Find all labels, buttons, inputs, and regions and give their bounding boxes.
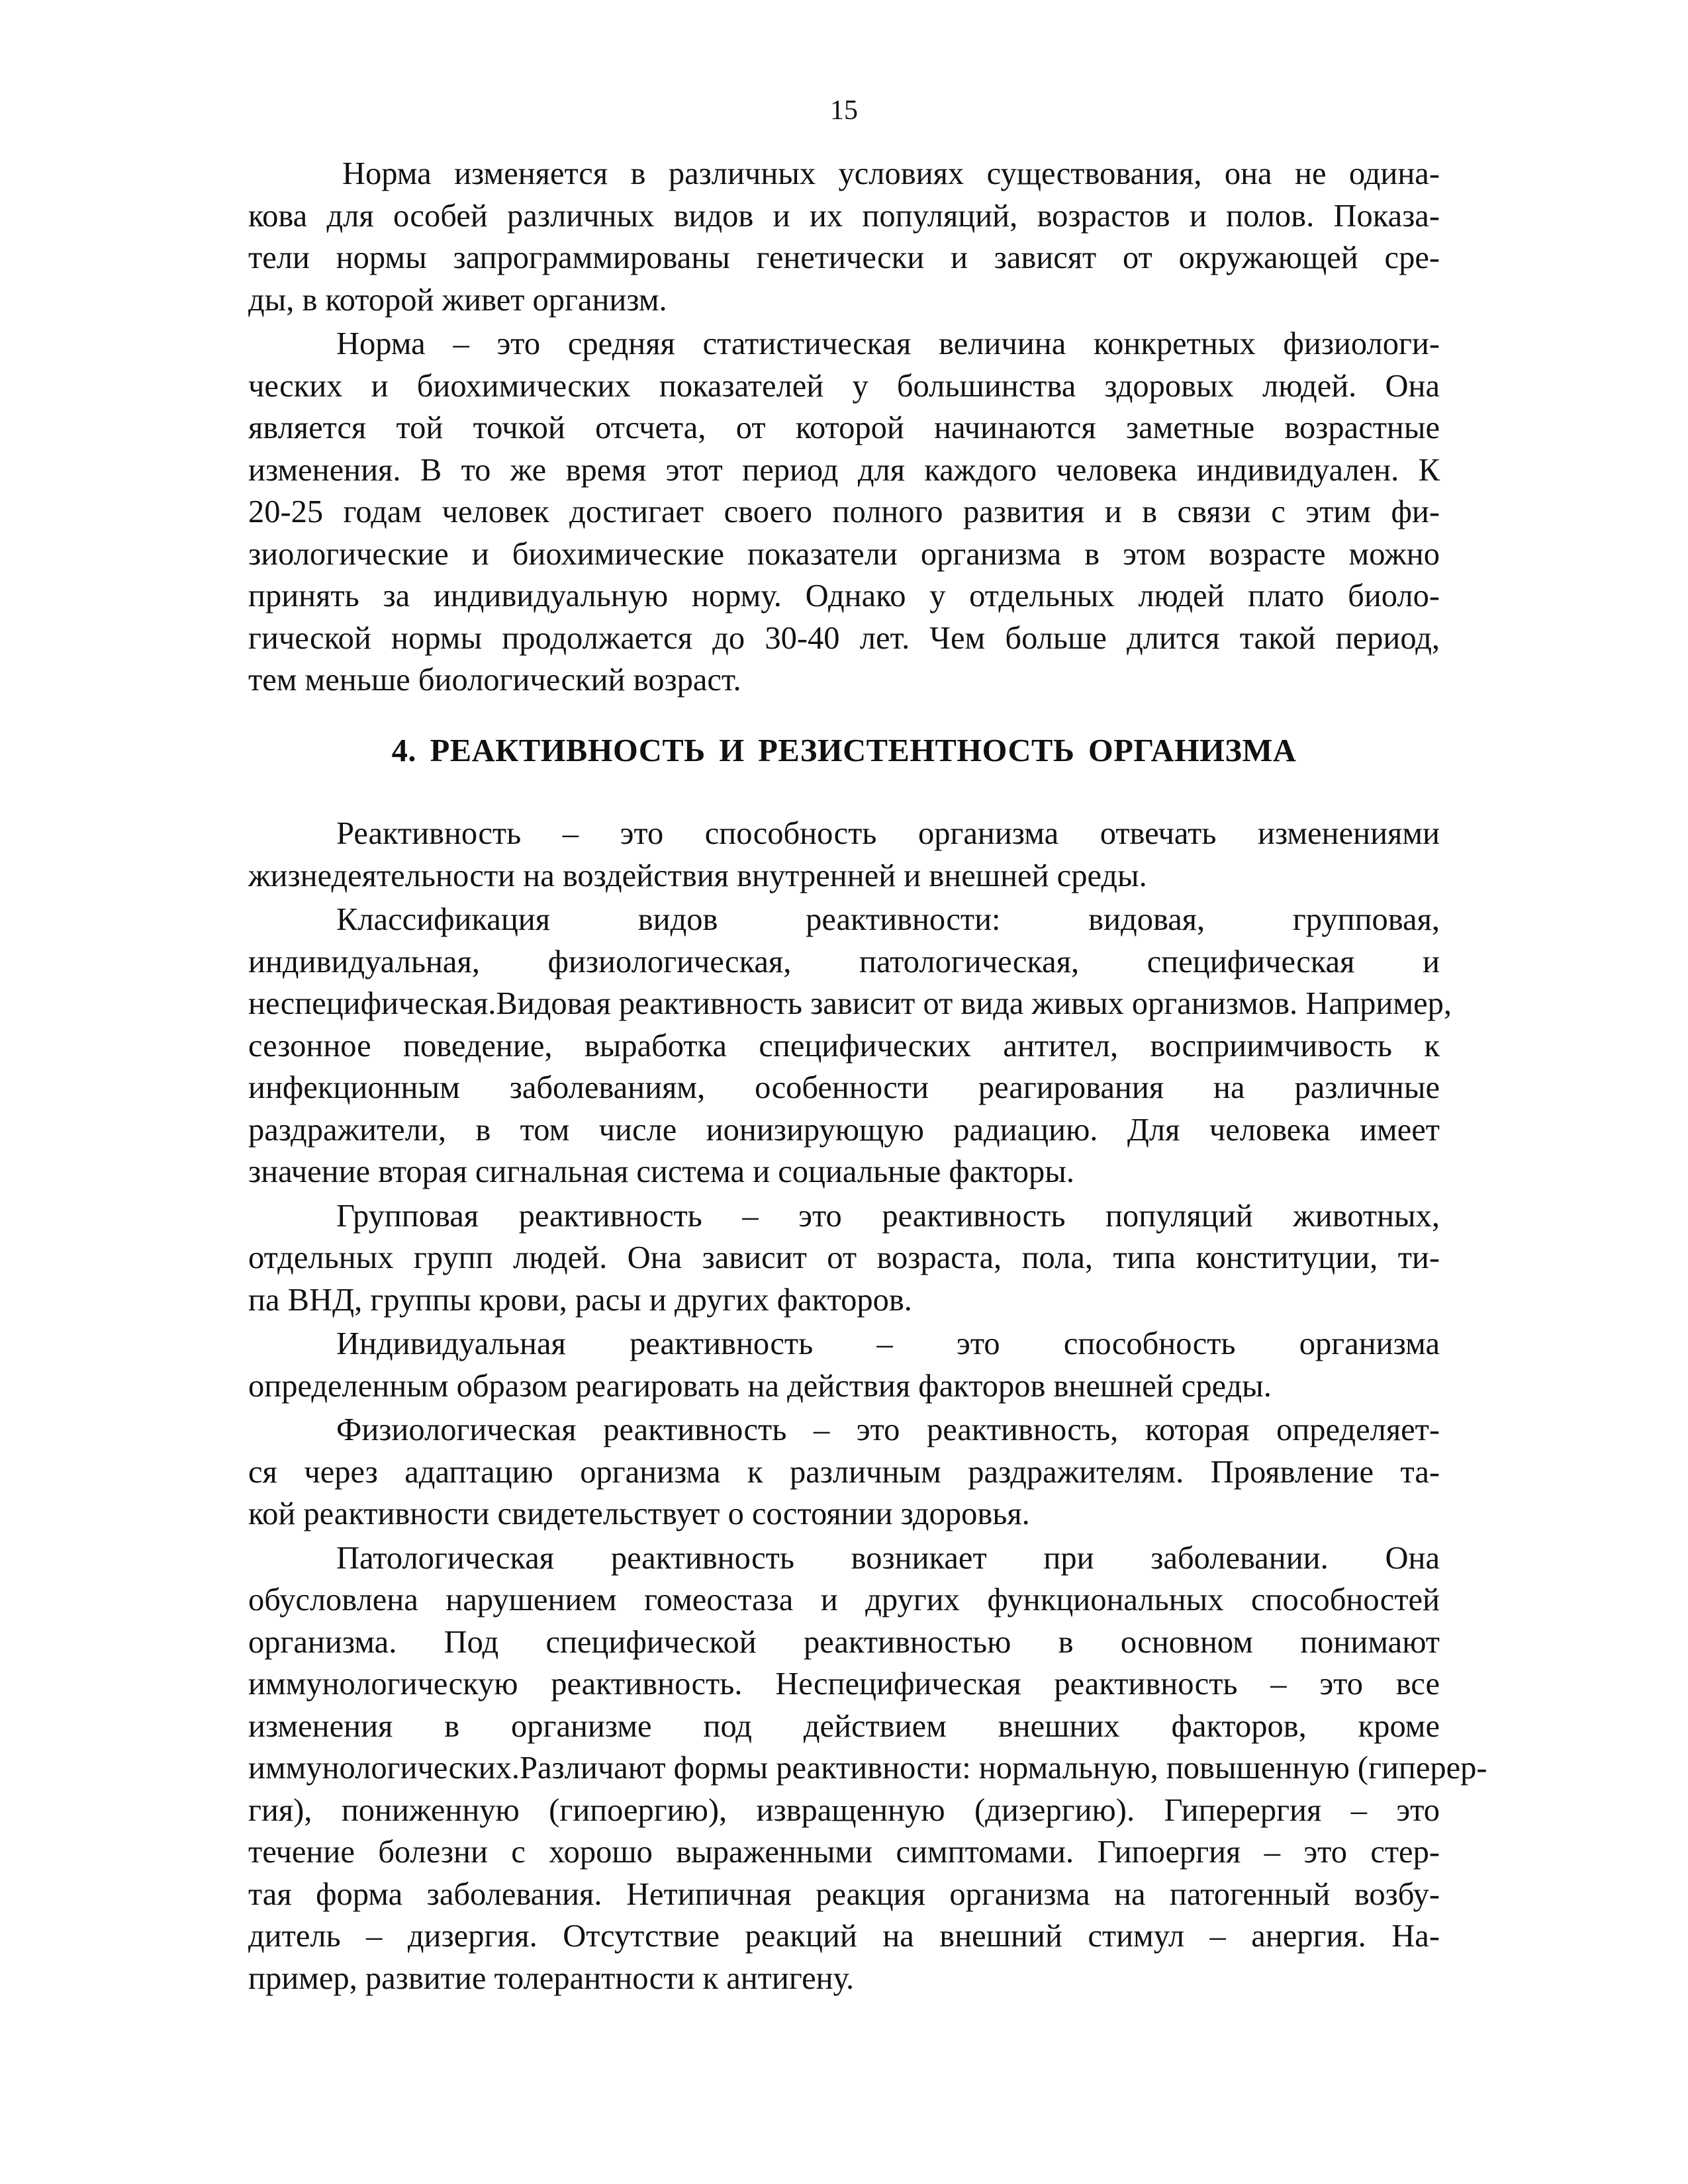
section-paragraphs	[248, 813, 1487, 1999]
text-line: пример, развитие толерантности к антигену.	[248, 1960, 855, 1996]
text-line: кова для особей различных видов и их популяций, возрастов и полов. Показа-	[248, 198, 1440, 234]
page-number: 15	[830, 95, 858, 126]
text-line: раздражители, в том числе ионизирующую радиацию. Для человека имеет	[248, 1112, 1440, 1148]
text-line: ческих и биохимических показателей у большинства здоровых людей. Она	[248, 368, 1440, 404]
text-line: Реактивность – это способность организма отвечать изменениями	[336, 816, 1440, 851]
text-line: значение вторая сигнальная система и социальные факторы.	[248, 1154, 1075, 1189]
text-line: Норма – это средняя статистическая величина конкретных физиологи-	[336, 326, 1440, 361]
text-line: 20-25 годам человек достигает своего полного развития и в связи с этим фи-	[248, 494, 1440, 529]
text-line: обусловлена нарушением гомеостаза и других функциональных способностей	[248, 1582, 1440, 1617]
text-line: зиологические и биохимические показатели организма в этом возрасте можно	[248, 536, 1440, 572]
text-line: течение болезни с хорошо выраженными симптомами. Гипоергия – это стер-	[248, 1835, 1440, 1870]
text-line: иммунологическую реактивность. Неспецифическая реактивность – это все	[248, 1666, 1440, 1702]
text-line: ся через адаптацию организма к различным раздражителям. Проявление та-	[248, 1454, 1440, 1490]
text-line: неспецифическая.Видовая реактивность зависит от вида живых организмов. Например,	[248, 986, 1452, 1021]
text-line: является той точкой отсчета, от которой начинаются заметные возрастные	[248, 410, 1440, 445]
text-line: изменения. В то же время этот период для каждого человека индивидуален. К	[248, 452, 1440, 488]
text-line: ды, в которой живет организм.	[248, 282, 667, 318]
text-line: Патологическая реактивность возникает при заболевании. Она	[336, 1540, 1440, 1576]
text-line: тели нормы запрограммированы генетически и зависят от окружающей сре-	[248, 240, 1440, 275]
text-line: жизнедеятельности на воздействия внутренней и внешней среды.	[248, 858, 1147, 893]
section-heading: 4. РЕАКТИВНОСТЬ И РЕЗИСТЕНТНОСТЬ ОРГАНИЗМА	[391, 733, 1297, 768]
text-line: тая форма заболевания. Нетипичная реакция организма на патогенный возбу-	[248, 1876, 1440, 1912]
text-line: кой реактивности свидетельствует о состоянии здоровья.	[248, 1496, 1030, 1531]
text-line: Физиологическая реактивность – это реактивность, которая определяет-	[336, 1412, 1440, 1447]
text-line: Групповая реактивность – это реактивность популяций животных,	[336, 1198, 1440, 1234]
text-line: определенным образом реагировать на действия факторов внешней среды.	[248, 1368, 1272, 1404]
text-line: индивидуальная, физиологическая, патологическая, специфическая и	[248, 944, 1440, 979]
text-line: Классификация видов реактивности: видовая, групповая,	[336, 902, 1440, 937]
text-line: гической нормы продолжается до 30-40 лет. Чем больше длится такой период,	[248, 620, 1440, 656]
text-line: иммунологических.Различают формы реактивности: нормальную, повышенную (гиперер-	[248, 1751, 1487, 1786]
text-line: инфекционным заболеваниям, особенности реагирования на различные	[248, 1070, 1440, 1105]
text-line: Индивидуальная реактивность – это способность организма	[336, 1326, 1440, 1361]
text-line: дитель – дизергия. Отсутствие реакций на внешний стимул – анергия. На-	[248, 1919, 1440, 1954]
text-line: отдельных групп людей. Она зависит от возраста, пола, типа конституции, ти-	[248, 1240, 1440, 1275]
text-line: изменения в организме под действием внешних факторов, кроме	[248, 1708, 1440, 1744]
text-line: па ВНД, группы крови, расы и других факторов.	[248, 1282, 912, 1318]
intro-paragraphs	[248, 153, 1440, 702]
text-line: тем меньше биологический возраст.	[248, 662, 741, 698]
text-line: Норма изменяется в различных условиях существования, она не одина-	[342, 156, 1440, 191]
text-line: организма. Под специфической реактивностью в основном понимают	[248, 1624, 1440, 1660]
text-line: гия), пониженную (гипоергию), извращенную (дизергию). Гиперергия – это	[248, 1792, 1440, 1828]
text-line: принять за индивидуальную норму. Однако у отдельных людей плато биоло-	[248, 578, 1440, 614]
text-line: сезонное поведение, выработка специфических антител, восприимчивость к	[248, 1028, 1440, 1064]
